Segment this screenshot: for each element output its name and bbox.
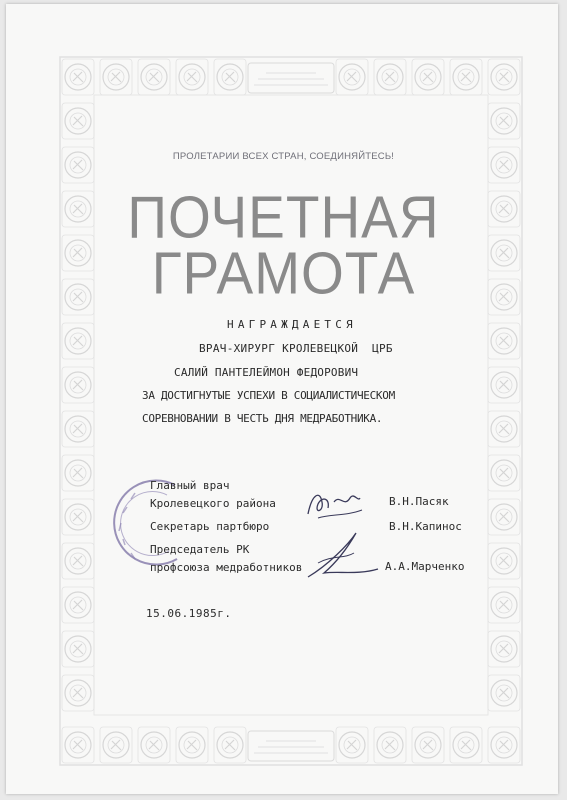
signer-2-name: В.Н.Капинос	[389, 520, 462, 533]
signer-3-role-line-1: Председатель РК	[150, 543, 250, 556]
signer-3-name: А.А.Марченко	[385, 560, 465, 573]
reason-line-2: СОРЕВНОВАНИИ В ЧЕСТЬ ДНЯ МЕДРАБОТНИКА.	[142, 412, 383, 425]
signer-2-role: Секретарь партбюро	[150, 520, 270, 533]
signer-1-role-line-1: Главный врач	[150, 479, 230, 492]
signer-1-name: В.Н.Пасяк	[389, 495, 449, 508]
motto: ПРОЛЕТАРИИ ВСЕХ СТРАН, СОЕДИНЯЙТЕСЬ!	[172, 151, 395, 162]
signer-3-role-line-2: профсоюза медработников	[150, 561, 303, 574]
title-line-1: ПОЧЕТНАЯ	[127, 183, 440, 251]
signature-3-icon	[298, 525, 388, 585]
signature-1-icon	[300, 484, 370, 524]
recipient-name: САЛИЙ ПАНТЕЛЕЙМОН ФЕДОРОВИЧ	[174, 366, 359, 379]
awarded-heading: НАГРАЖДАЕТСЯ	[227, 318, 357, 331]
signer-1-role-line-2: Кролевецкого района	[150, 497, 276, 510]
title-line-2: ГРАМОТА	[151, 239, 416, 307]
recipient-position: ВРАЧ-ХИРУРГ КРОЛЕВЕЦКОЙ ЦРБ	[199, 342, 393, 355]
reason-line-1: ЗА ДОСТИГНУТЫЕ УСПЕХИ В СОЦИАЛИСТИЧЕСКОМ	[142, 389, 395, 402]
issue-date: 15.06.1985г.	[146, 607, 232, 620]
